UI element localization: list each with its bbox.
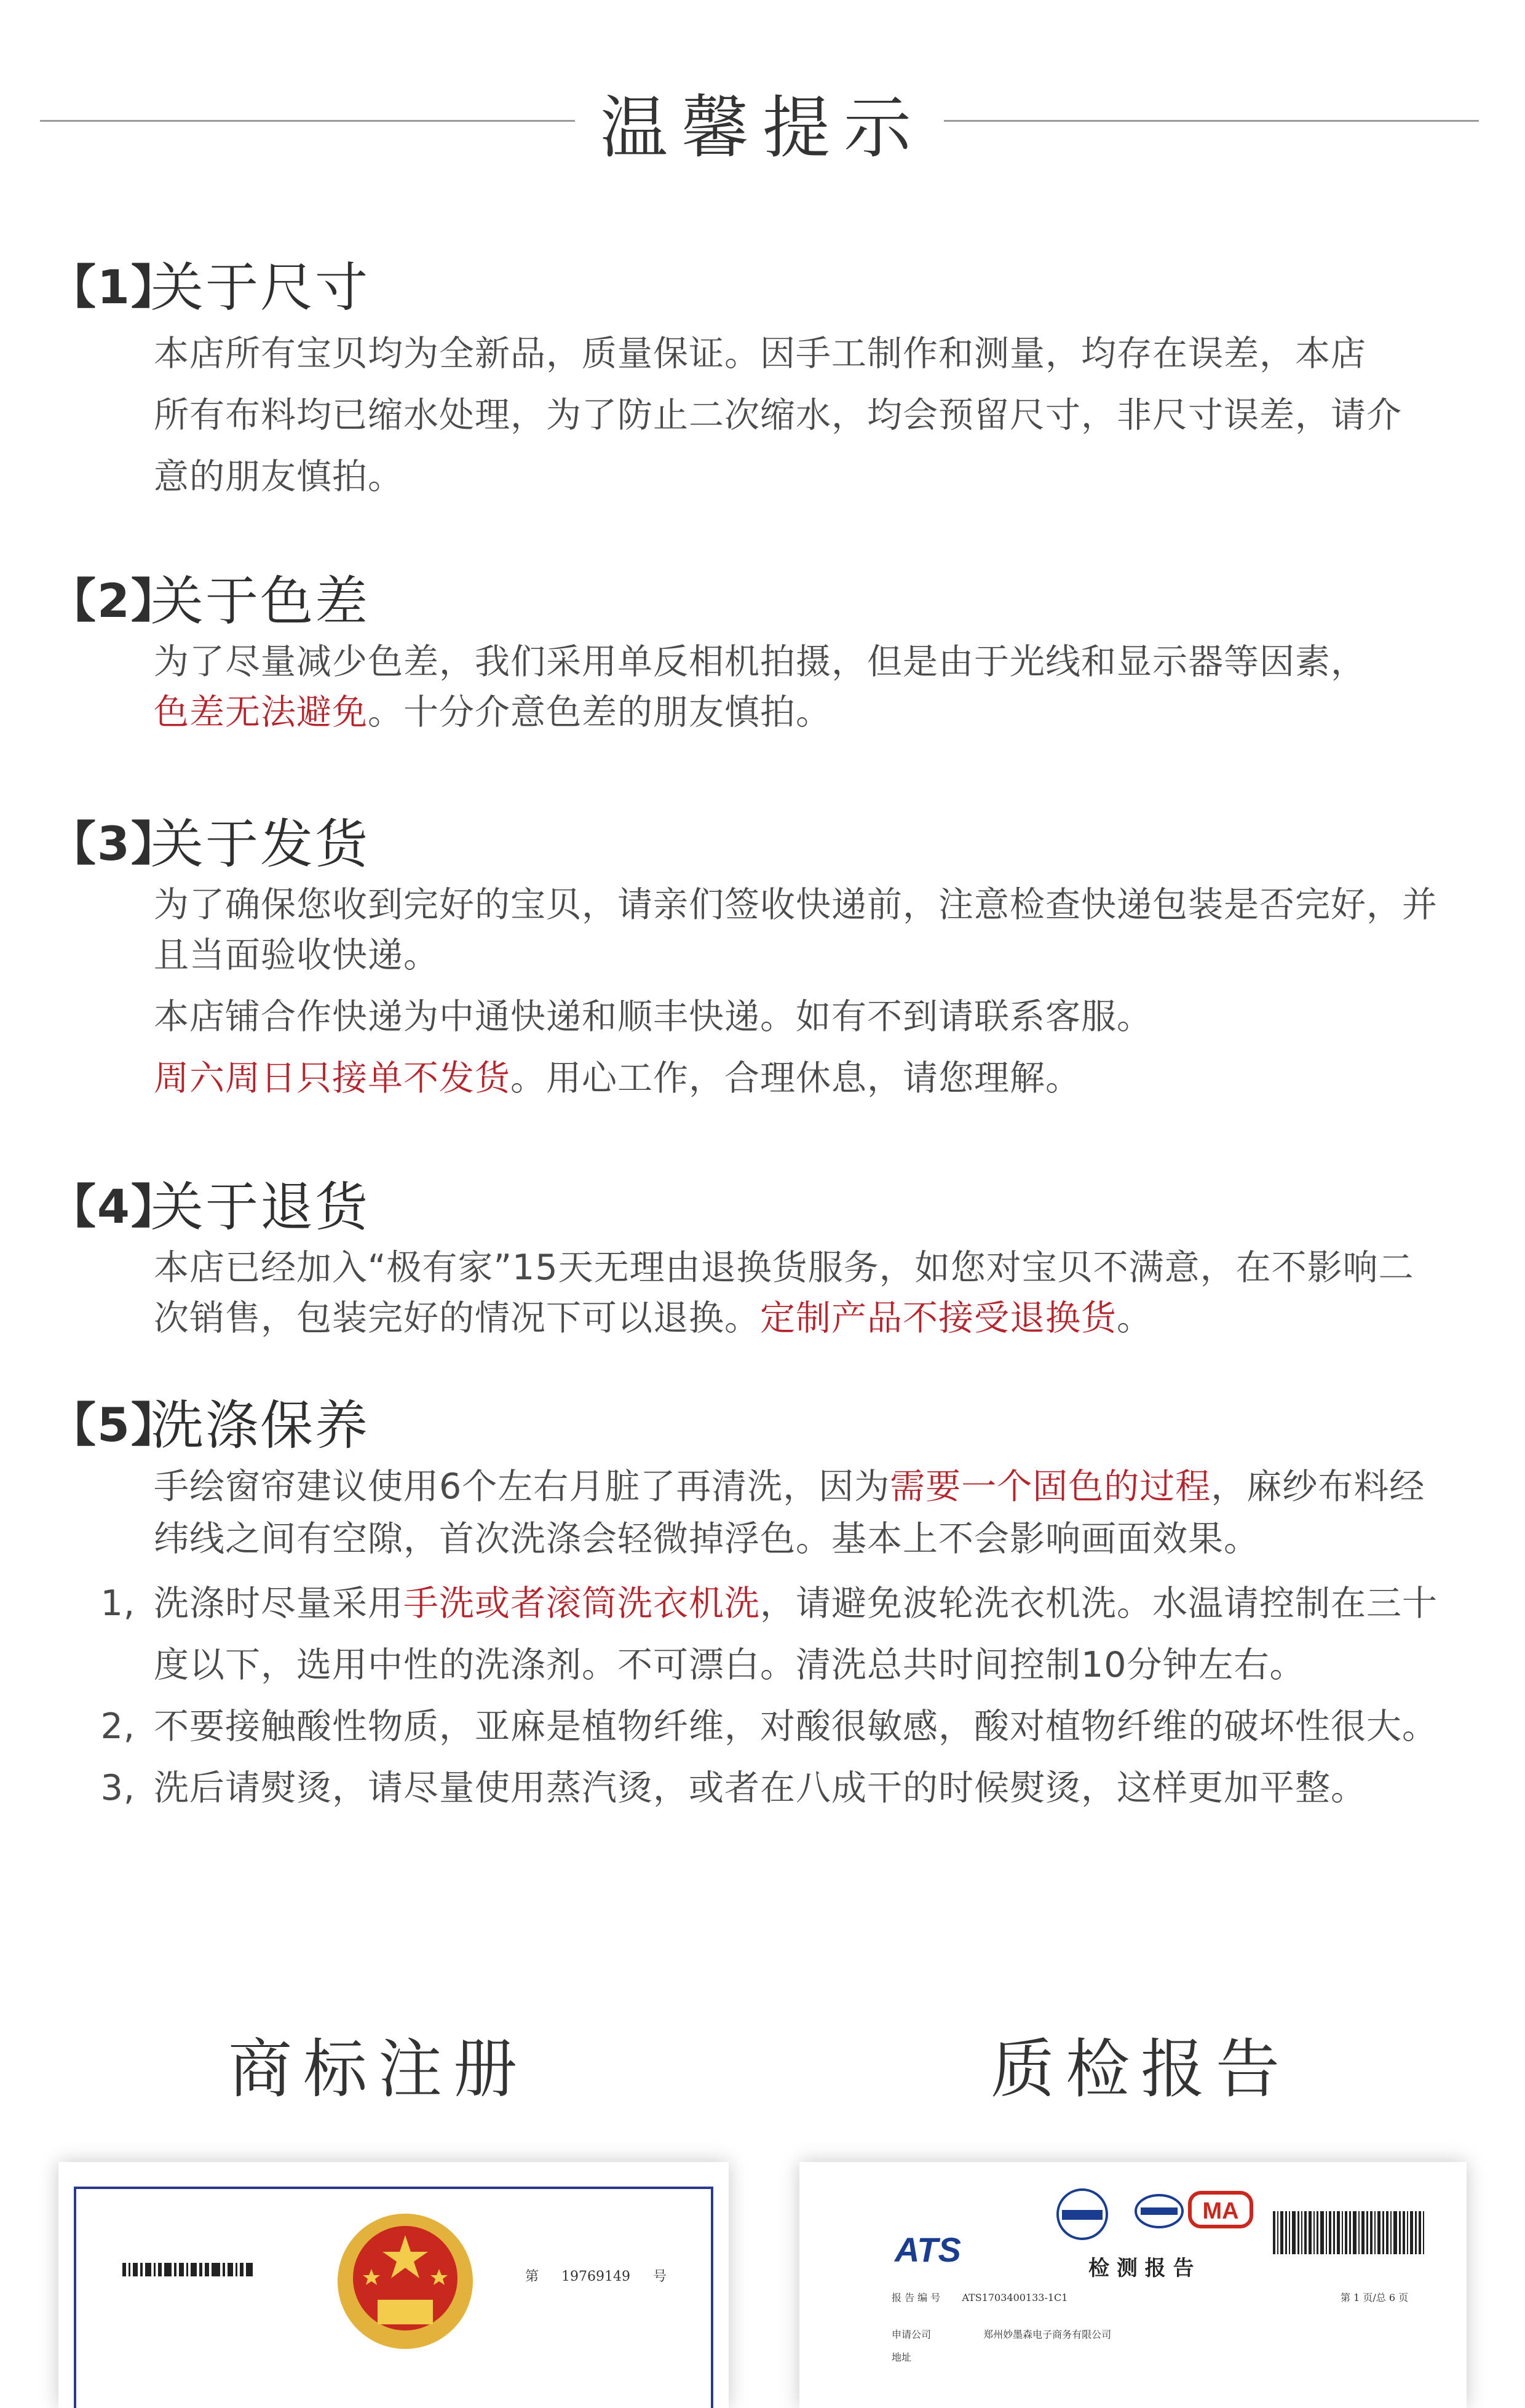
- cma-icon: [1187, 2187, 1254, 2236]
- text-line: 为了确保您收到完好的宝贝，请亲们签收快递前，注意检查快递包装是否完好，并: [154, 884, 1438, 925]
- trademark-certificate-image: [58, 2162, 729, 2408]
- section-title: 关于发货: [151, 814, 370, 875]
- quality-report-image: [799, 2162, 1467, 2408]
- list-text: 洗后请熨烫，请尽量使用蒸汽烫，或者在八成干的时候熨烫，这样更加平整。: [154, 1768, 1366, 1808]
- report-heading: 检 测 报 告: [1088, 2256, 1194, 2281]
- section-number: 【3】: [49, 816, 179, 871]
- quality-report-title: 质检报告: [990, 2032, 1291, 2107]
- text-line: 且当面验收快递。: [154, 935, 439, 976]
- section-text: [154, 323, 1482, 507]
- section-number: 【1】: [49, 259, 179, 314]
- warning-text: 手洗或者滚筒洗衣机洗: [403, 1583, 760, 1624]
- page-title: 温馨提示: [600, 89, 925, 167]
- section-text: [154, 880, 1482, 1103]
- text-line: 本店所有宝贝均为全新品，质量保证。因手工制作和测量，均存在误差，本店: [154, 333, 1366, 374]
- section-title: 关于尺寸: [151, 257, 370, 319]
- text-line: 所有布料均已缩水处理，为了防止二次缩水，均会预留尺寸，非尺寸误差，请介: [154, 395, 1402, 435]
- warning-text: 色差无法避免: [154, 692, 368, 733]
- certificate-barcode: [122, 2263, 288, 2276]
- list-item: [49, 1573, 1482, 1696]
- cert-number: 19769149: [561, 2269, 630, 2284]
- list-item: [49, 1696, 1482, 1757]
- text-line: 意的朋友慎拍。: [154, 456, 403, 497]
- section-shipping: [49, 800, 1482, 1103]
- text-span: ，请避免波轮洗衣机洗。水温请控制在三十: [760, 1583, 1438, 1624]
- report-number: ATS1703400133-1C1: [962, 2292, 1068, 2303]
- section-number: 【4】: [49, 1178, 179, 1234]
- section-text: [154, 637, 1482, 737]
- applicant-name: 郑州妙墨森电子商务有限公司: [983, 2329, 1112, 2340]
- text-span: 手绘窗帘建议使用6个左右月脏了再清洗，因为: [154, 1466, 890, 1507]
- certificate-number-row: [525, 2266, 667, 2285]
- list-number: 2,: [100, 1706, 135, 1747]
- ilac-mra-icon: [1055, 2187, 1110, 2242]
- national-emblem-icon: [328, 2207, 482, 2355]
- text-line: 本店已经加入“极有家”15天无理由退换货服务，如您对宝贝不满意，在不影响二: [154, 1247, 1414, 1288]
- text-span: ，麻纱布料经: [1211, 1466, 1425, 1507]
- report-number-label: 报 告 编 号: [892, 2292, 941, 2303]
- text-span: 次销售，包装完好的情况下可以退换。: [154, 1298, 760, 1338]
- applicant-row: [892, 2327, 1111, 2341]
- section-color: [49, 557, 1482, 737]
- section-title: 洗涤保养: [151, 1395, 370, 1456]
- care-list: [49, 1573, 1482, 1819]
- section-size: [49, 243, 1482, 507]
- cert-number-label: 第: [525, 2269, 539, 2284]
- warning-text: 需要一个固色的过程: [890, 1466, 1211, 1507]
- certificate-border: [74, 2187, 713, 2408]
- list-number: 3,: [100, 1768, 135, 1808]
- section-care: [49, 1381, 1482, 1819]
- list-text: [154, 1573, 1438, 1696]
- cert-number-suffix: 号: [653, 2269, 667, 2284]
- text-line: [154, 1053, 1482, 1103]
- text-line: 纬线之间有空隙，首次洗涤会轻微掉浮色。基本上不会影响画面效果。: [154, 1519, 1259, 1559]
- text-line: 本店铺合作快递为中通快递和顺丰快递。如有不到请联系客服。: [154, 996, 1152, 1037]
- cnas-icon: [1131, 2187, 1187, 2242]
- report-barcode: [1273, 2211, 1430, 2254]
- text-line: [154, 1293, 1482, 1343]
- list-number: 1,: [100, 1583, 135, 1624]
- list-text: 不要接触酸性物质，亚麻是植物纤维，对酸很敏感，酸对植物纤维的破坏性很大。: [154, 1706, 1438, 1747]
- report-page: 第 1 页/总 6 页: [1341, 2292, 1409, 2303]
- section-title: 关于色差: [151, 571, 370, 632]
- text-line: 度以下，选用中性的洗涤剂。不可漂白。清洗总共时间控制10分钟左右。: [154, 1645, 1305, 1685]
- text-span: 洗涤时尽量采用: [154, 1583, 403, 1624]
- section-number: 【5】: [49, 1397, 179, 1452]
- warning-text: 定制产品不接受退换货: [760, 1298, 1117, 1338]
- report-number-row: [892, 2290, 1068, 2304]
- text-span: 。: [1117, 1298, 1152, 1338]
- section-number: 【2】: [49, 573, 179, 628]
- warning-text: 周六周日只接单不发货: [154, 1058, 510, 1099]
- section-text: [154, 1461, 1482, 1565]
- section-title: 关于退货: [151, 1177, 370, 1238]
- section-returns: [49, 1162, 1482, 1343]
- text-line: [154, 687, 1482, 737]
- text-span: 。十分介意色差的朋友慎拍。: [368, 692, 831, 733]
- list-item: [49, 1757, 1482, 1819]
- trademark-title: 商标注册: [228, 2032, 528, 2107]
- svg-text:MA: MA: [1202, 2198, 1239, 2224]
- report-brand-logo: ATS: [895, 2230, 961, 2269]
- text-span: 。用心工作，合理休息，请您理解。: [510, 1058, 1081, 1099]
- address-label: 地址: [892, 2351, 912, 2363]
- header-divider-right: [944, 120, 1479, 122]
- section-text: [154, 1242, 1482, 1343]
- text-line: 为了尽量减少色差，我们采用单反相机拍摄，但是由于光线和显示器等因素，: [154, 642, 1366, 682]
- text-line: [154, 1461, 1482, 1513]
- applicant-label: 申请公司: [892, 2329, 932, 2340]
